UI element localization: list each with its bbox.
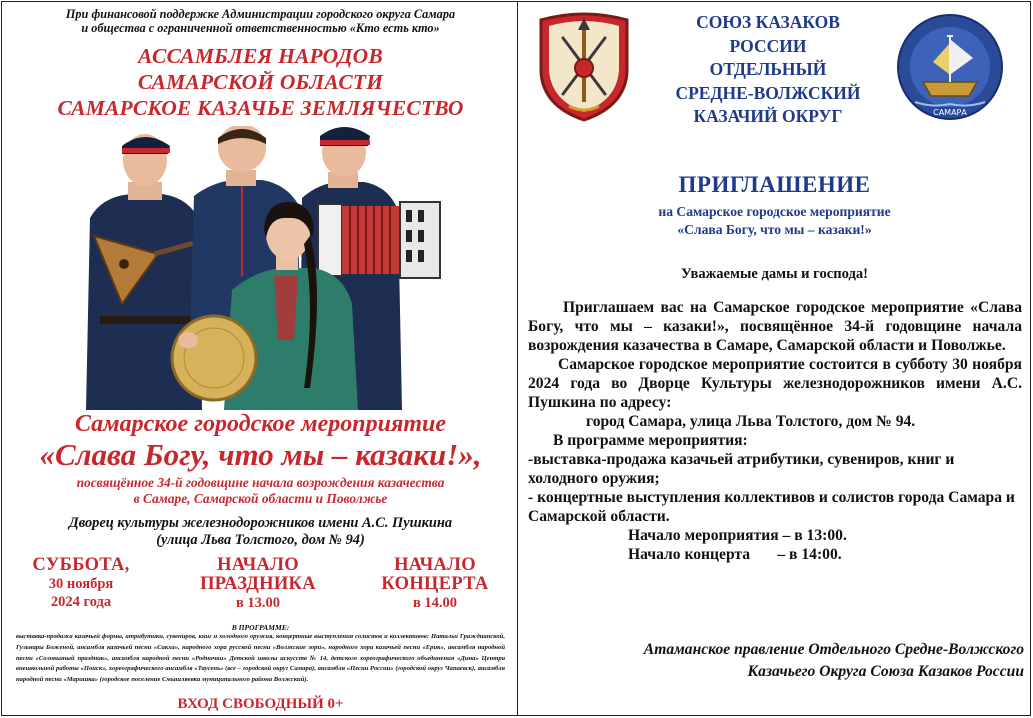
venue-line: (улица Льва Толстого, дом № 94): [156, 532, 365, 548]
event-poster: [1, 1, 518, 716]
signature: [538, 639, 1024, 683]
invitation-subtitle-line: «Слава Богу, что мы – казаки!»: [677, 222, 872, 237]
organizer-line: САМАРСКОЕ КАЗАЧЬЕ ЗЕМЛЯЧЕСТВО: [57, 96, 464, 120]
svg-text:САМАРА: САМАРА: [933, 108, 967, 117]
sponsor-line: При финансовой поддержке Администрации городского округа Самара: [65, 7, 456, 21]
start-heading: НАЧАЛО: [217, 555, 299, 575]
date-block: [16, 556, 146, 611]
volga-district-emblem-icon: [895, 12, 1005, 122]
invitation-subtitle-line: на Самарское городское мероприятие: [658, 204, 891, 219]
concert-heading: КОНЦЕРТА: [381, 574, 489, 594]
greeting: Уважаемые дамы и господа!: [680, 266, 869, 282]
org-title-line: СРЕДНЕ-ВОЛЖСКИЙ: [675, 82, 861, 103]
start-block: [178, 556, 338, 612]
program-label: В ПРОГРАММЕ:: [231, 623, 290, 632]
start-heading: ПРАЗДНИКА: [200, 574, 316, 594]
organization-title: [643, 11, 893, 129]
body-paragraph: Приглашаем вас на Самарское городское мероприятие «Слава Богу, что мы – казаки!», посвящённое 34-й годовщине начала возрождения казачества в Самаре, Самарской области и Поволжье.: [528, 299, 1022, 354]
event-line: Самарское городское мероприятие: [75, 411, 446, 437]
sponsor-note: [12, 7, 509, 35]
invitation-subtitle: [518, 203, 1031, 239]
start-time-line: Начало мероприятия – в 13:00.: [628, 527, 847, 544]
concert-block: [360, 556, 510, 612]
org-title-line: КАЗАЧИЙ ОКРУГ: [693, 106, 843, 126]
organizer-line: САМАРСКОЙ ОБЛАСТИ: [137, 70, 384, 94]
performers-photo: [62, 126, 458, 410]
signature-line: Казачьего Округа Союза Казаков России: [747, 663, 1024, 680]
event-title: «Слава Богу, что мы – казаки!»,: [39, 437, 482, 472]
organizer-names: [8, 43, 513, 121]
event-address: город Самара, улица Льва Толстого, дом № 94.: [586, 413, 916, 430]
venue: [12, 515, 509, 549]
free-entry-note: ВХОД СВОБОДНЫЙ 0+: [177, 696, 344, 712]
org-title-line: СОЮЗ КАЗАКОВ: [696, 12, 840, 32]
concert-time-line: Начало концерта – в 14:00.: [628, 546, 842, 563]
invitation-title: ПРИГЛАШЕНИЕ: [678, 172, 871, 197]
letter-body: [528, 298, 1022, 564]
program-intro: В программе мероприятия:: [553, 432, 748, 449]
program-item: -выставка-продажа казачьей атрибутики, сувениров, книг и холодного оружия;: [528, 451, 955, 487]
signature-line: Атаманское правление Отдельного Средне-Волжского: [643, 641, 1024, 658]
invitation-letter: [518, 1, 1031, 716]
organizer-line: АССАМБЛЕЯ НАРОДОВ: [138, 44, 383, 68]
sponsor-line: и общества с ограниченной ответственностью «Кто есть кто»: [81, 21, 440, 35]
concert-time: в 14.00: [412, 595, 458, 611]
concert-heading: НАЧАЛО: [394, 555, 476, 575]
org-title-line: РОССИИ: [729, 35, 807, 56]
date-year: 2024 года: [50, 594, 112, 610]
org-title-line: ОТДЕЛЬНЫЙ: [709, 59, 827, 79]
dedication-line: в Самаре, Самарской области и Поволжье: [133, 491, 388, 506]
venue-line: Дворец культуры железнодорожников имени А.С. Пушкина: [68, 515, 453, 531]
date-day: 30 ноября: [48, 576, 114, 592]
date-weekday: СУББОТА,: [32, 555, 130, 575]
body-paragraph: Самарское городское мероприятие состоится в субботу 30 ноября 2024 года во Дворце Культуры железнодорожников имени А.С. Пушкина по адресу:: [528, 356, 1022, 411]
dedication-line: посвящённое 34-й годовщине начала возрождения казачества: [76, 475, 445, 490]
cossack-coat-of-arms-icon: [529, 10, 639, 124]
program-text: выставка-продажа казачьей формы, атрибутики, сувениров, книг и холодного оружия, концертные выступления солистов и коллективов: Натальи Граждианской, Гульнары Боженой, ансамбля казачьей песни «Сакха», народного хора русской песни «Волжские зори», народного хора казачьей песни «Ерик», ансамбля народной песни «Соловьиный праздник», ансамбля народной песни «Роднички» Детской школы искусств № 14, детского хореографического объединения «Дина» Центра внешкольной работы «Поиск», хореографического ансамбля «Таусень» (все – городской округ Самара), ансамбля «Песни России» (городской округ Чапаевск), ансамбля народной песни «Маришка» (городское поселение Смышляевка муниципального района Волжский).: [16, 633, 505, 684]
start-time: в 13.00: [235, 595, 281, 611]
dedication: [12, 475, 509, 507]
program-item: - концертные выступления коллективов и солистов города Самара и Самарской области.: [528, 489, 1015, 525]
